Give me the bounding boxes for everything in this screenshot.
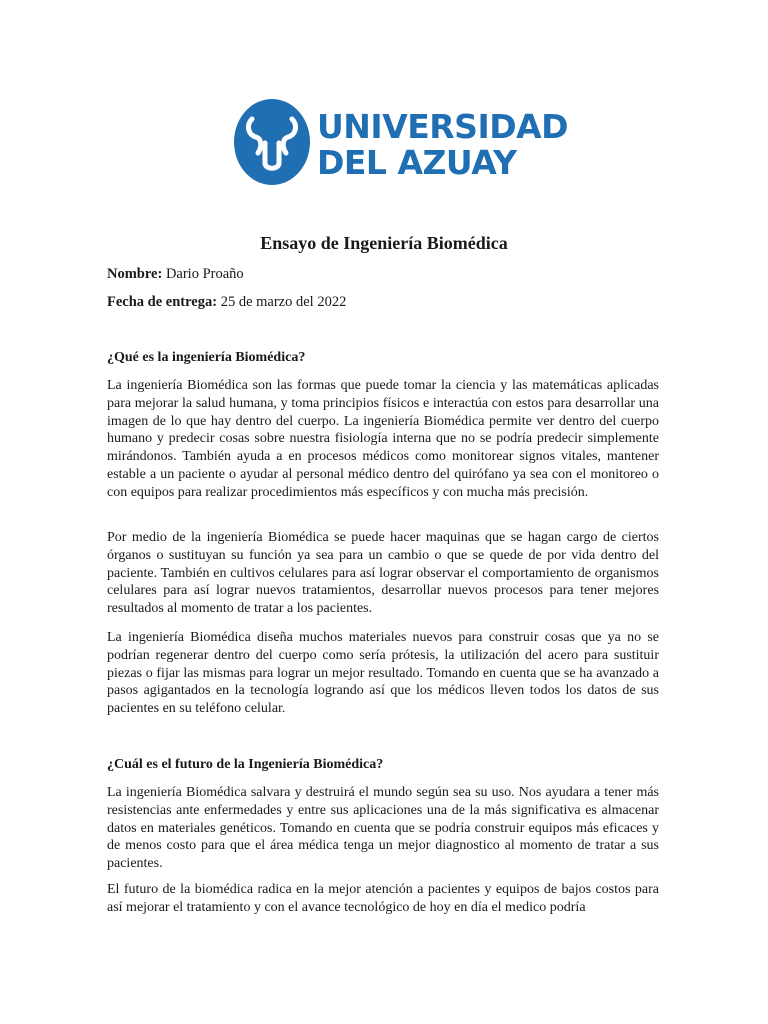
date-label: Fecha de entrega: bbox=[107, 294, 218, 310]
paragraph: El futuro de la biomédica radica en la mejor atención a pacientes y equipos de bajos costos para así mejorar el tratamiento y con el avance tecnológico de hoy en día el medico podría bbox=[107, 882, 659, 915]
section-heading-2: ¿Cuál es el futuro de la Ingeniería Biomédica? bbox=[107, 757, 384, 772]
university-emblem-icon bbox=[232, 97, 312, 187]
date-value: 25 de marzo del 2022 bbox=[220, 294, 347, 310]
name-value: Dario Proaño bbox=[165, 266, 244, 282]
paragraph: La ingeniería Biomédica son las formas que puede tomar la ciencia y las matemáticas aplicadas para mejorar la salud humana, y toma principios físicos e interactúa con estos para desarrollar una imagen de lo que hay dentro del cuerpo. La ingeniería Biomédica permite ver dentro del cuerpo humano y predecir cosas sobre nuestra fisiología interna que no se podría predecir simplemente mirándonos. También ayuda a en procesos médicos como monitorear signos vitales, mantener estable a un paciente o ayudar al personal médico dentro del quirófano ya sea con el monitoreo o con equipos para realizar procedimientos más específicos y con mucha más precisión. bbox=[107, 378, 659, 500]
date-line bbox=[107, 294, 346, 311]
university-logo bbox=[232, 97, 569, 187]
document-title: Ensayo de Ingeniería Biomédica bbox=[260, 233, 508, 253]
paragraph: La ingeniería Biomédica diseña muchos materiales nuevos para construir cosas que ya no se podrían regenerar dentro del cuerpo como sería prótesis, la utilización del acero para sustituir piezas o fijar las mismas para lograr un mejor resultado. Tomando en cuenta que se ha avanzado a pasos agigantados en la tecnología logrando así que los médicos lleven todos los datos de sus pacientes en su teléfono celular. bbox=[107, 630, 659, 717]
author-line bbox=[107, 266, 244, 283]
section-heading-1: ¿Qué es la ingeniería Biomédica? bbox=[107, 350, 306, 365]
paragraph: La ingeniería Biomédica salvara y destruirá el mundo según sea su uso. Nos ayudara a tener más resistencias ante enfermedades y entre sus aplicaciones una de la más significativa es almacenar datos en materiales genéticos. Tomando en cuenta que se podría construir equipos más eficaces y de menos costo para que el área médica tenga un mejor diagnostico al momento de tratar a sus pacientes. bbox=[107, 785, 659, 872]
paragraph: Por medio de la ingeniería Biomédica se puede hacer maquinas que se hagan cargo de ciertos órganos o sustituyan su función ya sea para un cambio o que se quede de por vida dentro del paciente. También en cultivos celulares para así lograr observar el comportamiento de organismos celulares para así lograr nuevos tratamientos, desarrollar nuevos procesos para tener mejores resultados al momento de tratar a los pacientes. bbox=[107, 530, 659, 617]
logo-line-1: UNIVERSIDAD bbox=[317, 107, 569, 146]
logo-line-2: DEL AZUAY bbox=[317, 143, 517, 182]
name-label: Nombre: bbox=[107, 266, 163, 282]
